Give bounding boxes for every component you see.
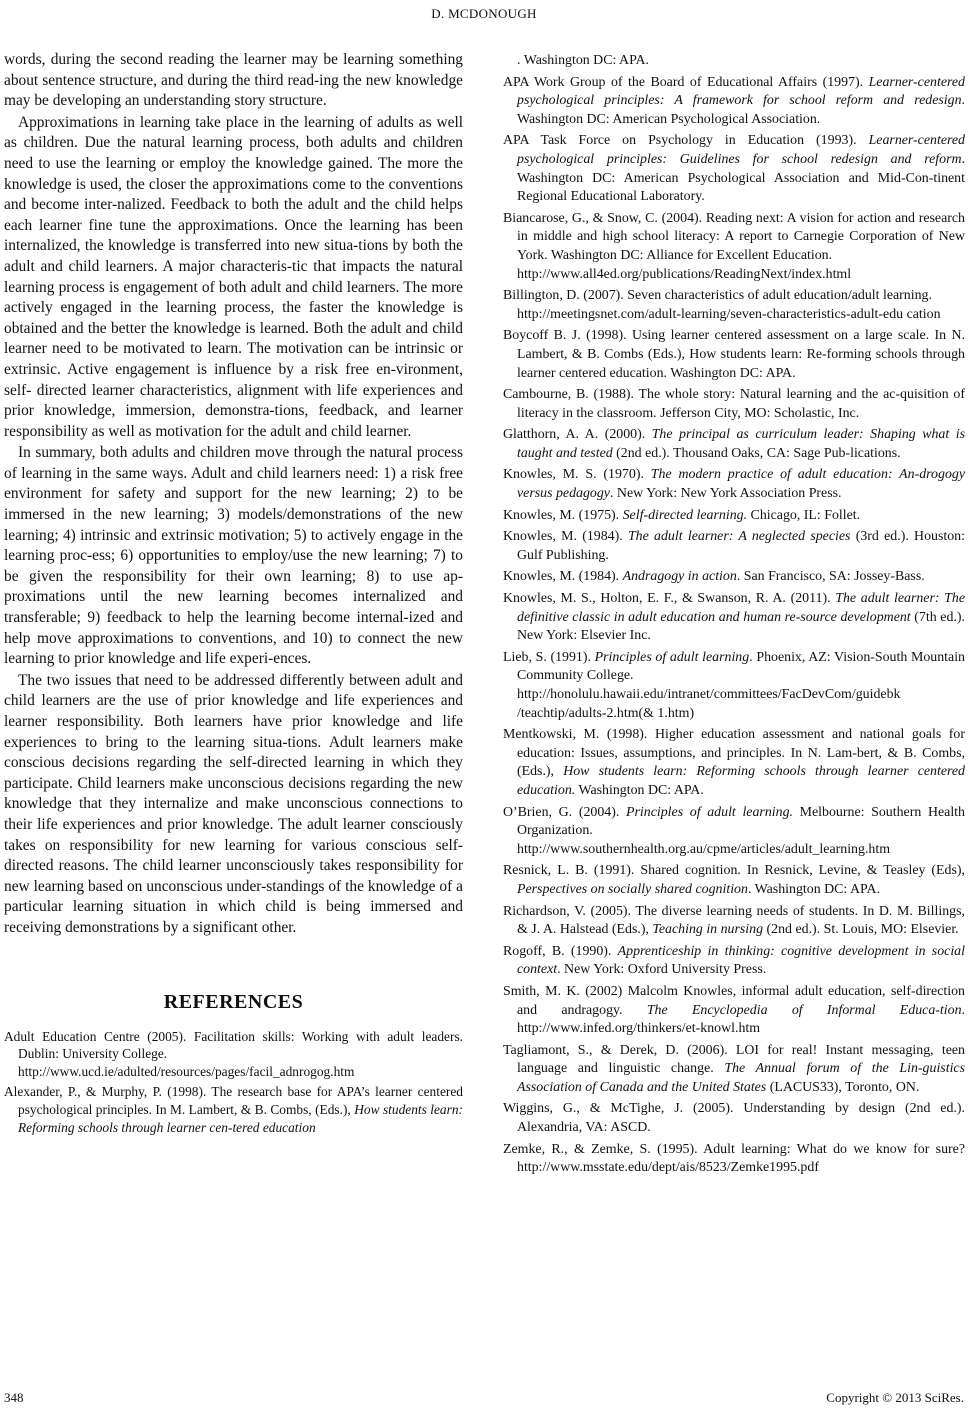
reference-title: Andragogy in action bbox=[622, 569, 737, 585]
reference-text: Wiggins, G., & McTighe, J. (2005). Understanding by design (2nd ed.). Alexandria, VA: ASCD. bbox=[503, 1101, 965, 1136]
reference-text: Chicago, IL: Follet. bbox=[747, 507, 861, 523]
reference-text: O’Brien, G. (2004). bbox=[503, 804, 626, 820]
reference-text: Mentkowski, M. (1998). Higher education assessment and national goals for education: Issues, assumptions, and principles. In N. Lam-bert, & B. Combs, (Eds.), bbox=[503, 727, 965, 780]
reference-title: How students learn: Reforming schools through learner cen-tered education bbox=[18, 1101, 463, 1135]
reference-text: . Washington DC: APA. bbox=[747, 881, 880, 897]
reference-title: The Annual forum of the Lin-guistics Association of Canada and the United States bbox=[517, 1061, 966, 1095]
reference-text: Tagliamont, S., & Derek, D. (2006). LOI for real! Instant messaging, teen language and linguistic change. bbox=[503, 1042, 965, 1077]
reference-item bbox=[503, 1141, 965, 1178]
reference-text: Knowles, M. (1984). bbox=[503, 529, 628, 545]
right-column bbox=[503, 52, 965, 1181]
reference-continuation bbox=[503, 52, 965, 71]
reference-url: http://www.all4ed.org/publications/ReadingNext/index.html bbox=[517, 266, 852, 282]
body-paragraph-4: The two issues that need to be addressed differently between adult and child learners are the use of prior knowledge and life experiences and learner responsibility. Both learners have prior knowledge and life experiences to bring to the learning situa-tions. Adult learners make conscious decisions regarding the self-directed learning in which they participate. Child learners make unconscious decisions regarding the new knowledge that they internalize and make unconscious connections to their life experiences and prior knowledge. The adult learner consciously takes on responsibility for new learning for various conscious self-directed reasons. The child learner unconsciously takes responsibility for new learning based on unconscious under-standings of the knowledge of a particular learning situation in which child is being immersed and receiving demonstrations by a significant other. bbox=[4, 671, 463, 936]
reference-title: Teaching in nursing bbox=[652, 922, 764, 938]
reference-text: APA Work Group of the Board of Educational Affairs (1997). bbox=[503, 74, 869, 90]
running-head: D. MCDONOUGH bbox=[431, 6, 537, 21]
reference-text: (2nd ed.). St. Louis, MO: Elsevier. bbox=[763, 922, 959, 938]
reference-item bbox=[503, 426, 965, 463]
reference-title: Principles of adult learning. bbox=[626, 804, 793, 820]
reference-text: . Phoenix, AZ: Vision-South Mountain Community College. bbox=[517, 649, 965, 684]
reference-text: . New York: New York Association Press. bbox=[609, 486, 842, 502]
reference-item bbox=[503, 568, 965, 587]
reference-text: Smith, M. K. (2002) Malcolm Knowles, informal adult education, self-direction and andragogy. bbox=[503, 983, 965, 1018]
reference-text: Washington DC: APA. bbox=[575, 782, 704, 798]
reference-text: Alexander, P., & Murphy, P. (1998). The research base for APA’s learner centered psychological principles. In M. Lambert, & B. Combs, (Eds.), bbox=[4, 1084, 463, 1117]
reference-item bbox=[4, 1028, 463, 1081]
reference-title: The adult learner: A neglected species bbox=[627, 529, 851, 545]
reference-text: . New York: Oxford University Press. bbox=[557, 962, 767, 978]
reference-title: How students learn: Reforming schools through learner centered education. bbox=[517, 764, 965, 798]
reference-item bbox=[503, 649, 965, 723]
page-number: 348 bbox=[4, 1390, 24, 1405]
reference-text: Cambourne, B. (1988). The whole story: Natural learning and the ac-quisition of literacy in the classroom. Jefferson City, MO: Scholastic, Inc. bbox=[503, 387, 965, 421]
reference-text: (7th ed.). New York: Elsevier Inc. bbox=[517, 609, 965, 644]
reference-text: Lieb, S. (1991). bbox=[503, 649, 595, 665]
reference-text: Glatthorn, A. A. (2000). bbox=[503, 427, 652, 443]
reference-text: . San Francisco, SA: Jossey-Bass. bbox=[736, 569, 925, 585]
reference-text: Richardson, V. (2005). The diverse learning needs of students. In D. M. Billings, & J. A. Halstead (Eds.), bbox=[503, 903, 965, 938]
reference-text: Knowles, M. S., Holton, E. F., & Swanson, R. A. (2011). bbox=[503, 591, 836, 607]
reference-url: http://www.ucd.ie/adulted/resources/pages/facil_adnrogog.htm bbox=[18, 1063, 355, 1079]
reference-title: Self-directed learning. bbox=[622, 507, 748, 523]
reference-item bbox=[503, 862, 965, 899]
reference-text: Melbourne: Southern Health Organization. bbox=[517, 804, 965, 839]
references-heading: REFERENCES bbox=[163, 990, 304, 1013]
reference-title: Perspectives on socially shared cognition bbox=[517, 881, 748, 897]
reference-url: http://honolulu.hawaii.edu/intranet/committees/FacDevCom/guidebk /teachtip/adults-2.htm(& 1.htm) bbox=[517, 687, 901, 721]
copyright-notice: Copyright © 2013 SciRes. bbox=[826, 1390, 964, 1405]
reference-item bbox=[503, 507, 965, 526]
reference-title: Apprenticeship in thinking: cognitive development in social context bbox=[517, 943, 965, 978]
reference-item bbox=[503, 1042, 965, 1098]
reference-text: Biancarose, G., & Snow, C. (2004). Reading next: A vision for action and research in middle and high school literacy: A report to Carnegie Corporation of New York. Washington DC: Alliance for Excellent Education. bbox=[503, 210, 965, 263]
reference-text: . http://www.infed.org/thinkers/et-knowl.htm bbox=[517, 1002, 966, 1037]
reference-item bbox=[503, 590, 965, 646]
reference-text: Billington, D. (2007). Seven characteristics of adult education/adult learning. bbox=[503, 288, 932, 304]
reference-text: (3rd ed.). Houston: Gulf Publishing. bbox=[517, 529, 965, 563]
reference-item bbox=[503, 726, 965, 800]
reference-item bbox=[503, 327, 965, 383]
reference-title: The principal as curriculum leader: Shaping what is taught and tested bbox=[517, 427, 965, 461]
reference-item bbox=[503, 943, 965, 980]
reference-text: Boycoff B. J. (1998). Using learner centered assessment on a large scale. In N. Lambert, & B. Combs (Eds.), How students learn: Re-forming schools through learner centered education. Washington DC: APA. bbox=[503, 328, 965, 381]
reference-item bbox=[503, 983, 965, 1039]
reference-item bbox=[503, 287, 965, 324]
reference-title: Learner-centered psychological principles: Guidelines for school redesign and reform bbox=[517, 133, 965, 167]
reference-item bbox=[503, 528, 965, 565]
body-paragraph-3: In summary, both adults and children move through the natural process of learning in the same ways. Adult and child learners need: 1) a risk free environment for safety and support for the new learning; 2) to be immersed in the new learning; 3) models/demonstrations of the new learning; 4) intrinsic and extrinsic motivation; 5) to actively engage in the learning proc-ess; 6) opportunities to employ/use the new learning; 7) to be given the responsibility for their own learning; 8) to use ap-proximations until the new learning becomes internalized and transferable; 9) feedback to help the learning become internal-ized and help move approximations to conventions, and 10) to connect the new learning to prior knowledge and life experi-ences. bbox=[4, 444, 463, 668]
reference-item bbox=[503, 466, 965, 503]
reference-text: APA Task Force on Psychology in Education (1993). bbox=[503, 133, 869, 149]
reference-item bbox=[503, 804, 965, 860]
reference-text: Adult Education Centre (2005). Facilitation skills: Working with adult leaders. Dublin: University College. bbox=[4, 1028, 463, 1062]
body-paragraph-2: Approximations in learning take place in the learning of adults as well as children. Due the natural learning process, both adults and children need to use the learning or employ the knowledge gained. The more the knowledge is used, the closer the approximations come to the conventions and become inter-nalized. Feedback to both the adult and the child helps each learner fine tune the approximations. Once the learning has been internalized, the knowledge is transferred into new situa-tions by both the adult and child learners. A major characteris-tic that impacts the natural learning process is engagement of both adult and child learners. The more actively engaged in the learning process, the faster the knowledge is obtained and the better the knowledge is learned. Both the adult and child learner need to be motivated to learn. The motivation can be intrinsic or extrinsic. Active engagement is influence by a risk free en-vironment, self- directed learner characteristics, alignment with life experiences and prior knowledge, immersion, demonstra-tions, feedback, and learner responsibility as well as motivation for the adult and child learner. bbox=[4, 113, 463, 440]
reference-text: . Washington DC: American Psychological Association and Mid-Con-tinent Regional Educational Laboratory. bbox=[517, 151, 965, 205]
reference-text: . Washington DC: American Psychological Association. bbox=[517, 93, 965, 127]
reference-text: Knowles, M. S. (1970). bbox=[503, 467, 651, 483]
reference-text: (2nd ed.). Thousand Oaks, CA: Sage Pub-lications. bbox=[612, 445, 901, 461]
reference-text: Rogoff, B. (1990). bbox=[503, 943, 618, 959]
reference-text: Knowles, M. (1975). bbox=[503, 507, 623, 523]
reference-item bbox=[503, 903, 965, 940]
reference-text: Knowles, M. (1984). bbox=[503, 569, 623, 585]
reference-item bbox=[503, 132, 965, 206]
left-column bbox=[4, 50, 463, 1139]
reference-item bbox=[503, 1100, 965, 1137]
reference-text: Zemke, R., & Zemke, S. (1995). Adult learning: What do we know for sure? http://www.msstate.edu/dept/ais/8523/Zemke1995.pdf bbox=[503, 1141, 965, 1176]
reference-item bbox=[503, 386, 965, 423]
reference-title: Learner-centered psychological principles: A framework for school reform and redesign bbox=[517, 74, 965, 109]
reference-text: Resnick, L. B. (1991). Shared cognition. In Resnick, Levine, & Teasley (Eds), bbox=[503, 863, 965, 879]
reference-item bbox=[503, 74, 965, 130]
reference-title: The Encyclopedia of Informal Educa-tion bbox=[646, 1002, 962, 1018]
reference-title: The modern practice of adult education: An-drogogy versus pedagogy bbox=[517, 467, 965, 502]
reference-title: The adult learner: The definitive classic in adult education and human re-source development bbox=[517, 591, 965, 625]
body-paragraph-1: words, during the second reading the learner may be learning something about sentence structure, and during the third read-ing the new knowledge may be developing an understanding story structure. bbox=[4, 51, 463, 110]
reference-text: . Washington DC: APA. bbox=[517, 53, 650, 68]
reference-title: Principles of adult learning bbox=[594, 649, 750, 665]
reference-item bbox=[4, 1083, 463, 1136]
reference-url: http://www.southernhealth.org.au/cpme/articles/adult_learning.htm bbox=[517, 841, 891, 857]
reference-text: (LACUS33), Toronto, ON. bbox=[766, 1079, 920, 1095]
reference-item bbox=[503, 210, 965, 284]
reference-url: http://meetingsnet.com/adult-learning/seven-characteristics-adult-edu cation bbox=[517, 306, 941, 322]
reference-list-left bbox=[4, 1028, 463, 1137]
